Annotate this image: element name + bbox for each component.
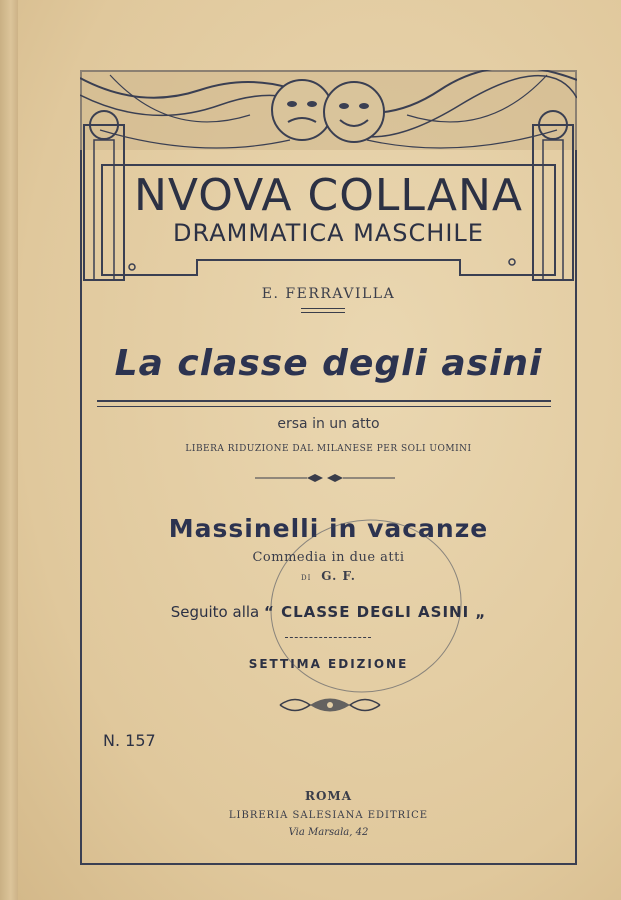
main-genre: ersa in un atto <box>277 416 380 432</box>
author-rule <box>301 308 345 313</box>
edition-label: SETTIMA EDIZIONE <box>248 657 409 671</box>
main-title: La classe degli asini <box>114 343 543 384</box>
sequel-prefix: Seguito alla <box>170 603 260 621</box>
reduction-note: LIBERA RIDUZIONE DAL MILANESE PER SOLI UOMINI <box>185 444 472 454</box>
divider-ornament-icon <box>255 472 395 484</box>
imprint-city: ROMA <box>304 789 353 803</box>
imprint-address: Via Marsala, 42 <box>288 827 369 838</box>
series-subtitle: DRAMMATICA MASCHILE <box>173 219 484 247</box>
second-genre: Commedia in due atti <box>252 550 405 565</box>
book-spine <box>0 0 19 900</box>
imprint-publisher: LIBRERIA SALESIANA EDITRICE <box>228 810 429 821</box>
by-prefix: DI <box>301 574 312 582</box>
author-name: E. FERRAVILLA <box>261 286 396 302</box>
flourish-ornament-icon <box>275 694 385 716</box>
sequel-title: “ CLASSE DEGLI ASINI „ <box>264 603 487 621</box>
author-initials: G. F. <box>321 569 356 583</box>
volume-number: N. 157 <box>103 731 156 750</box>
second-title: Massinelli in vacanze <box>168 514 489 543</box>
title-rule <box>97 400 551 407</box>
series-title: NVOVA COLLANA <box>134 170 523 221</box>
